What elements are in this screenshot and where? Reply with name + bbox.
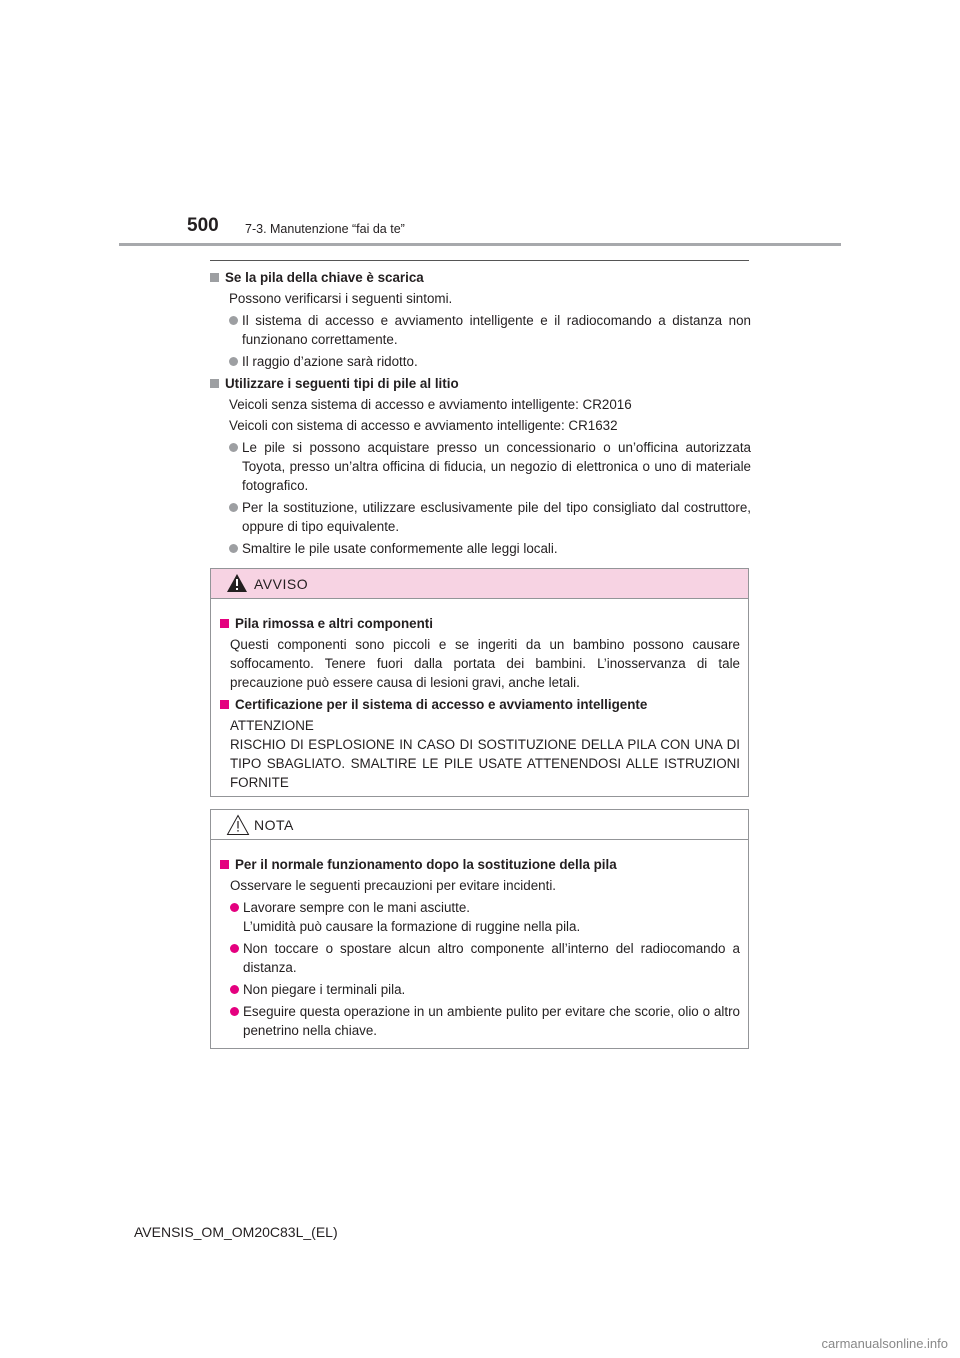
heading-text: Certificazione per il sistema di accesso e avviamento intelligente (235, 697, 648, 712)
list-item (210, 352, 751, 371)
warning-triangle-icon (226, 573, 248, 593)
header-rule (119, 243, 841, 246)
avviso-title: AVVISO (254, 576, 309, 592)
nota-title: NOTA (254, 817, 294, 833)
list-item-text: Per la sostituzione, utilizzare esclusivamente pile del tipo consigliato dal costruttore, oppure di tipo equivalente. (242, 500, 751, 534)
section-heading (220, 614, 740, 633)
list-item (220, 939, 740, 977)
circle-bullet-icon (229, 357, 238, 366)
square-bullet-icon (210, 379, 219, 388)
list-item (220, 1002, 740, 1040)
list-item-text: Le pile si possono acquistare presso un concessionario o un’officina autorizzata Toyota, presso un’altra officina di fiducia, un negozio di elettronica o uno di materiale fotografico. (242, 440, 751, 493)
list-item (220, 898, 740, 936)
circle-bullet-icon (229, 503, 238, 512)
circle-bullet-icon (230, 944, 239, 953)
page-number: 500 (187, 215, 219, 236)
watermark: carmanualsonline.info (821, 1336, 948, 1351)
list-item-text: Il sistema di accesso e avviamento intelligente e il radiocomando a distanza non funzionano correttamente. (242, 313, 751, 347)
main-content (210, 268, 751, 558)
square-bullet-icon (220, 860, 229, 869)
paragraph: Osservare le seguenti precauzioni per evitare incidenti. (230, 878, 557, 893)
circle-bullet-icon (230, 903, 239, 912)
list-item (210, 311, 751, 349)
heading-text: Se la pila della chiave è scarica (225, 270, 424, 285)
section-heading (210, 268, 751, 287)
document-code: AVENSIS_OM_OM20C83L_(EL) (134, 1224, 338, 1240)
section-heading (220, 695, 740, 714)
paragraph: Veicoli con sistema di accesso e avviamento intelligente: CR1632 (229, 418, 618, 433)
list-item-text: Smaltire le pile usate conformemente alle leggi locali. (242, 541, 558, 556)
paragraph: ATTENZIONE (230, 718, 314, 733)
list-item-text: Non piegare i terminali pila. (243, 982, 406, 997)
paragraph: Veicoli senza sistema di accesso e avviamento intelligente: CR2016 (229, 397, 632, 412)
circle-bullet-icon (230, 1007, 239, 1016)
heading-text: Pila rimossa e altri componenti (235, 616, 433, 631)
caution-triangle-outline-icon (226, 814, 250, 836)
circle-bullet-icon (229, 443, 238, 452)
square-bullet-icon (220, 700, 229, 709)
avviso-box (210, 568, 749, 797)
list-item (210, 539, 751, 558)
heading-text: Utilizzare i seguenti tipi di pile al litio (225, 376, 459, 391)
paragraph: Questi componenti sono piccoli e se ingeriti da un bambino possono causare soffocamento. Tenere fuori dalla portata dei bambini. L’inosservanza di tale precauzione può essere causa di lesioni gravi, anche letali. (230, 637, 740, 690)
nota-body (211, 840, 748, 1050)
section-heading (220, 855, 740, 874)
square-bullet-icon (220, 619, 229, 628)
circle-bullet-icon (230, 985, 239, 994)
list-item (210, 498, 751, 536)
list-item-text: Il raggio d’azione sarà ridotto. (242, 354, 418, 369)
list-item-text: L’umidità può causare la formazione di ruggine nella pila. (243, 919, 581, 934)
list-item (210, 438, 751, 495)
list-item-text: Eseguire questa operazione in un ambiente pulito per evitare che scorie, olio o altro penetrino nella chiave. (243, 1004, 740, 1038)
chapter-title: 7-3. Manutenzione “fai da te” (245, 222, 405, 236)
circle-bullet-icon (229, 544, 238, 553)
avviso-header (211, 569, 748, 599)
section-heading (210, 374, 751, 393)
paragraph: Possono verificarsi i seguenti sintomi. (229, 291, 453, 306)
circle-bullet-icon (229, 316, 238, 325)
list-item (220, 980, 740, 999)
list-item-text: Non toccare o spostare alcun altro componente all’interno del radiocomando a distanza. (243, 941, 740, 975)
list-item-text: Lavorare sempre con le mani asciutte. (243, 900, 471, 915)
nota-header (211, 810, 748, 840)
paragraph: RISCHIO DI ESPLOSIONE IN CASO DI SOSTITUZIONE DELLA PILA CON UNA DI TIPO SBAGLIATO. SMALTIRE LE PILE USATE ATTENENDOSI ALLE ISTRUZIONI FORNITE (230, 737, 740, 790)
nota-box (210, 809, 749, 1049)
heading-text: Per il normale funzionamento dopo la sostituzione della pila (235, 857, 617, 872)
square-bullet-icon (210, 273, 219, 282)
section-rule (210, 260, 749, 261)
avviso-body (211, 599, 748, 802)
